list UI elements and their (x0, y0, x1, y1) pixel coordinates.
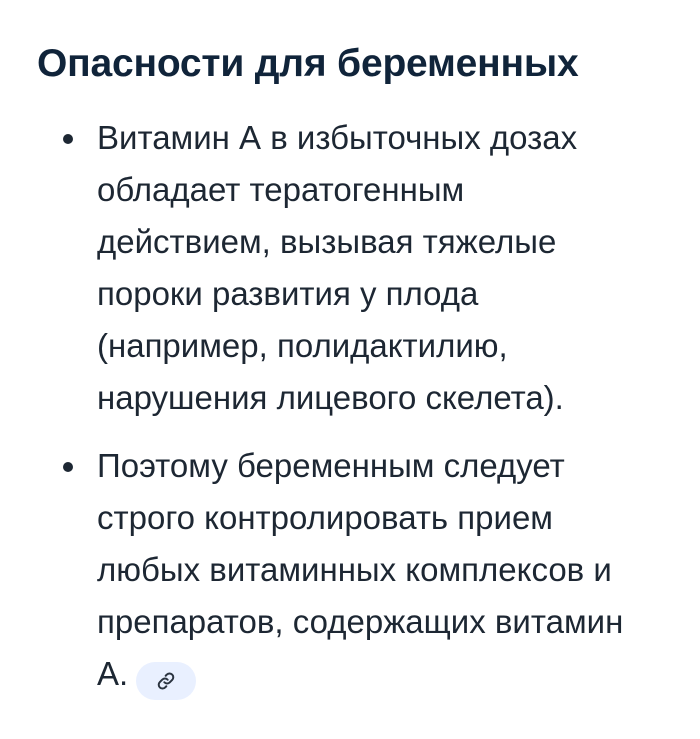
bullet-dot-icon (63, 134, 73, 144)
bullet-item (37, 440, 674, 700)
bullet-last-line (97, 648, 674, 700)
bullet-line: (например, полидактилию, (97, 326, 508, 364)
bullet-line: нарушения лицевого скелета). (97, 378, 564, 416)
bullet-line: строго контролировать прием (97, 498, 553, 536)
bullet-line: Поэтому беременным следует (97, 446, 565, 484)
bullet-item (37, 112, 674, 424)
bullet-line: любых витаминных комплексов и (97, 550, 612, 588)
bullet-list (37, 112, 674, 700)
bullet-line: Витамин А в избыточных дозах (97, 118, 578, 156)
bullet-dot-icon (63, 462, 73, 472)
bullet-line: пороки развития у плода (97, 274, 479, 312)
bullet-line: действием, вызывая тяжелые (97, 222, 557, 260)
bullet-line: препаратов, содержащих витамин (97, 602, 624, 640)
link-icon (156, 671, 176, 691)
source-link-button[interactable] (136, 662, 196, 700)
section-heading: Опасности для беременных (37, 42, 579, 85)
bullet-last-line-text: А. (97, 654, 129, 692)
bullet-line: обладает тератогенным (97, 170, 465, 208)
